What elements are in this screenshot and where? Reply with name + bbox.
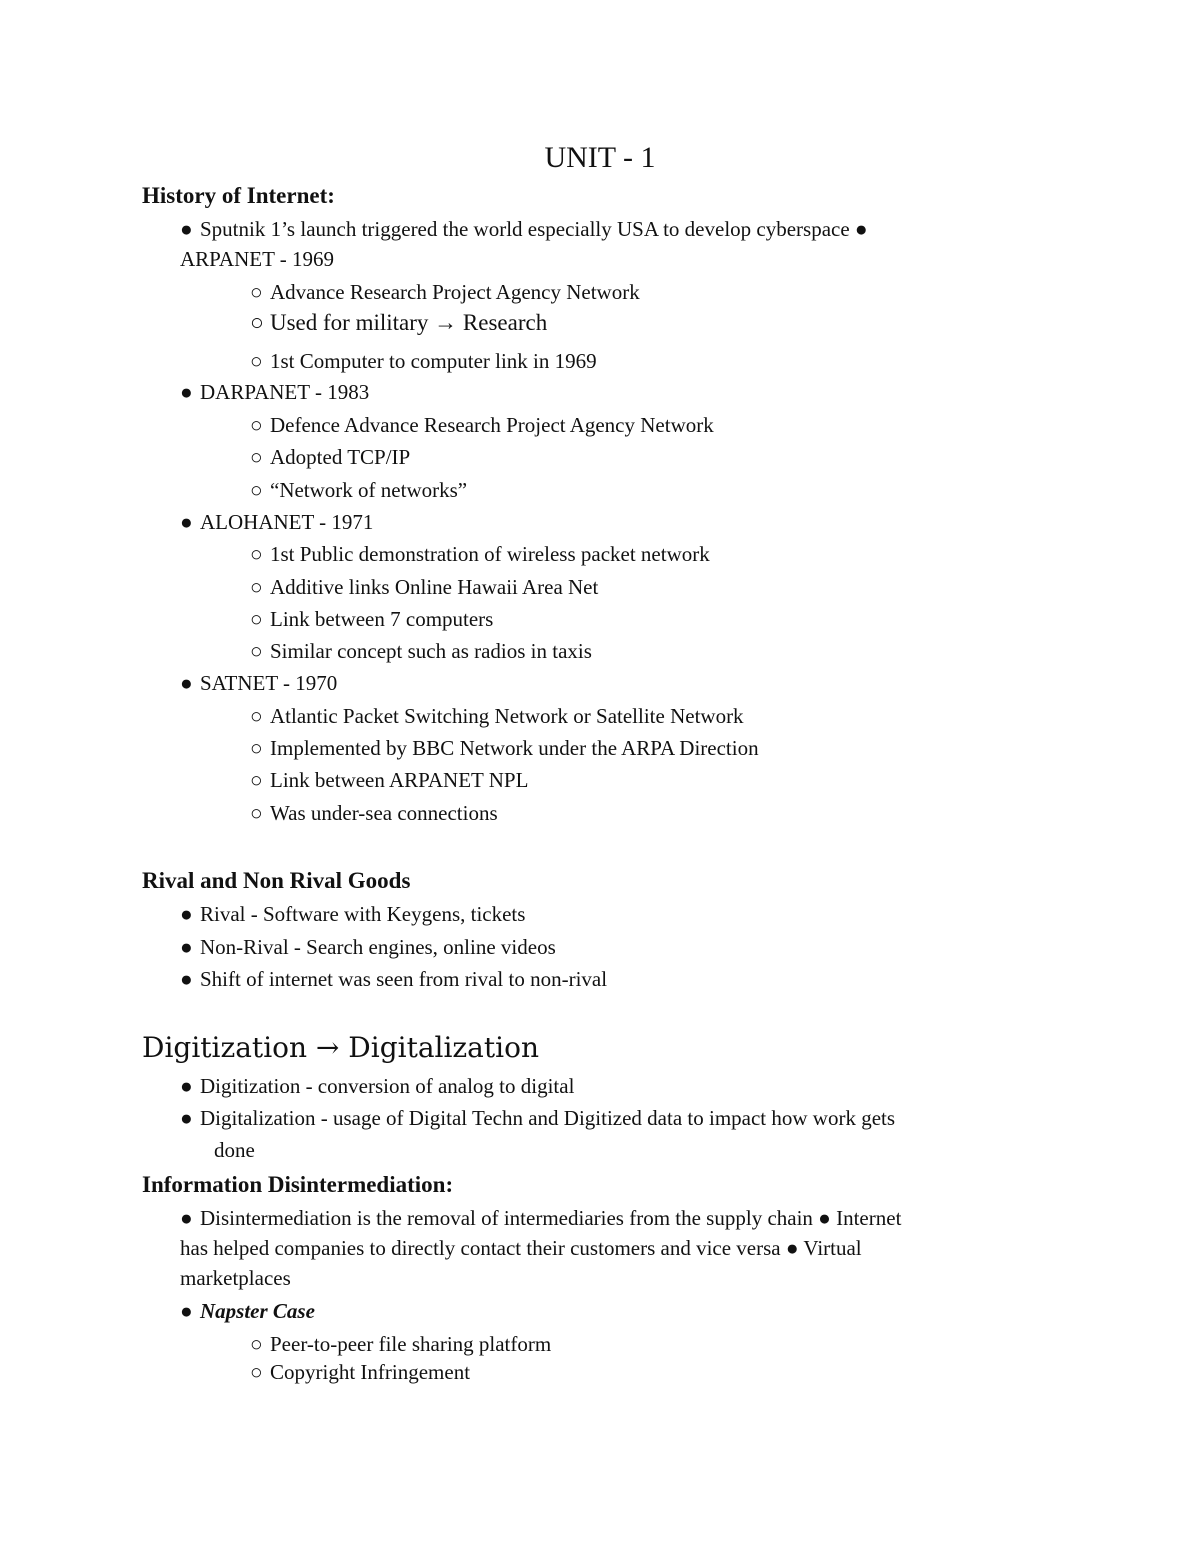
- list-item: ● Shift of internet was seen from rival to non-rival: [180, 967, 608, 991]
- list-item: ● Sputnik 1’s launch triggered the world especially USA to develop cyberspace ●: [180, 217, 868, 241]
- sub-list-item: ○ Advance Research Project Agency Network: [250, 280, 640, 304]
- list-item: ● SATNET - 1970: [180, 671, 338, 695]
- sub-list-item: ○ Implemented by BBC Network under the ARPA Direction: [250, 736, 759, 760]
- circle-bullet-icon: ○: [250, 607, 263, 631]
- bullet-icon: ●: [180, 510, 193, 534]
- sub-list-item: ○ Additive links Online Hawaii Area Net: [250, 575, 599, 599]
- bullet-icon: ●: [180, 1299, 193, 1323]
- list-item-continuation: done: [214, 1138, 255, 1162]
- circle-bullet-icon: ○: [250, 1360, 263, 1384]
- list-item: ● Non-Rival - Search engines, online videos: [180, 935, 556, 959]
- sub-list-item: ○ Link between 7 computers: [250, 607, 494, 631]
- list-item: ● ALOHANET - 1971: [180, 510, 374, 534]
- sub-list-item: ○ Similar concept such as radios in taxis: [250, 639, 592, 663]
- list-item: ● Digitization - conversion of analog to digital: [180, 1074, 575, 1098]
- circle-bullet-icon: ○: [250, 478, 263, 502]
- circle-bullet-icon: ○: [250, 736, 263, 760]
- bullet-icon: ●: [180, 902, 193, 926]
- section-heading-rival: Rival and Non Rival Goods: [142, 868, 411, 893]
- sub-list-item: ○ 1st Computer to computer link in 1969: [250, 349, 597, 373]
- bullet-icon: ●: [180, 967, 193, 991]
- list-item-continuation: has helped companies to directly contact their customers and vice versa ● Virtual: [180, 1236, 862, 1260]
- circle-bullet-icon: ○: [250, 445, 263, 469]
- list-item-continuation: marketplaces: [180, 1266, 291, 1290]
- circle-bullet-icon: ○: [250, 768, 263, 792]
- sub-list-item: ○ “Network of networks”: [250, 478, 468, 502]
- list-item: ● Disintermediation is the removal of intermediaries from the supply chain ● Internet: [180, 1206, 902, 1230]
- circle-bullet-icon: ○: [250, 704, 263, 728]
- list-item: ● Rival - Software with Keygens, tickets: [180, 902, 526, 926]
- section-heading-history: History of Internet:: [142, 183, 335, 208]
- sub-list-item: ○ Copyright Infringement: [250, 1360, 471, 1384]
- bullet-icon: ●: [180, 1106, 193, 1130]
- list-item-continuation: ARPANET - 1969: [180, 247, 335, 271]
- circle-bullet-icon: ○: [250, 349, 263, 373]
- bullet-icon: ●: [180, 671, 193, 695]
- list-item: ● Digitalization - usage of Digital Techn and Digitized data to impact how work gets: [180, 1106, 896, 1130]
- circle-bullet-icon: ○: [250, 542, 263, 566]
- circle-bullet-icon: ○: [250, 639, 263, 663]
- bullet-icon: ●: [180, 1074, 193, 1098]
- circle-bullet-icon: ○: [250, 310, 264, 335]
- section-heading-disintermediation: Information Disintermediation:: [142, 1172, 454, 1197]
- bullet-icon: ●: [180, 380, 193, 404]
- sub-list-item: ○ Defence Advance Research Project Agency Network: [250, 413, 714, 437]
- circle-bullet-icon: ○: [250, 575, 263, 599]
- list-item-napster: ● Napster Case: [180, 1299, 315, 1323]
- sub-list-item: ○ Link between ARPANET NPL: [250, 768, 529, 792]
- bullet-icon: ●: [180, 1206, 193, 1230]
- circle-bullet-icon: ○: [250, 801, 263, 825]
- sub-list-item: ○ 1st Public demonstration of wireless packet network: [250, 542, 710, 566]
- list-item: ● DARPANET - 1983: [180, 380, 370, 404]
- page-title: UNIT - 1: [544, 141, 656, 174]
- bullet-icon: ●: [180, 935, 193, 959]
- section-heading-digitization: Digitization → Digitalization: [142, 1031, 539, 1064]
- bullet-icon: ●: [180, 217, 193, 241]
- sub-list-item: ○ Atlantic Packet Switching Network or Satellite Network: [250, 704, 744, 728]
- sub-list-item: ○ Was under-sea connections: [250, 801, 498, 825]
- sub-list-item: ○ Used for military → Research: [250, 310, 548, 335]
- circle-bullet-icon: ○: [250, 1332, 263, 1356]
- circle-bullet-icon: ○: [250, 413, 263, 437]
- circle-bullet-icon: ○: [250, 280, 263, 304]
- sub-list-item: ○ Adopted TCP/IP: [250, 445, 411, 469]
- sub-list-item: ○ Peer-to-peer file sharing platform: [250, 1332, 552, 1356]
